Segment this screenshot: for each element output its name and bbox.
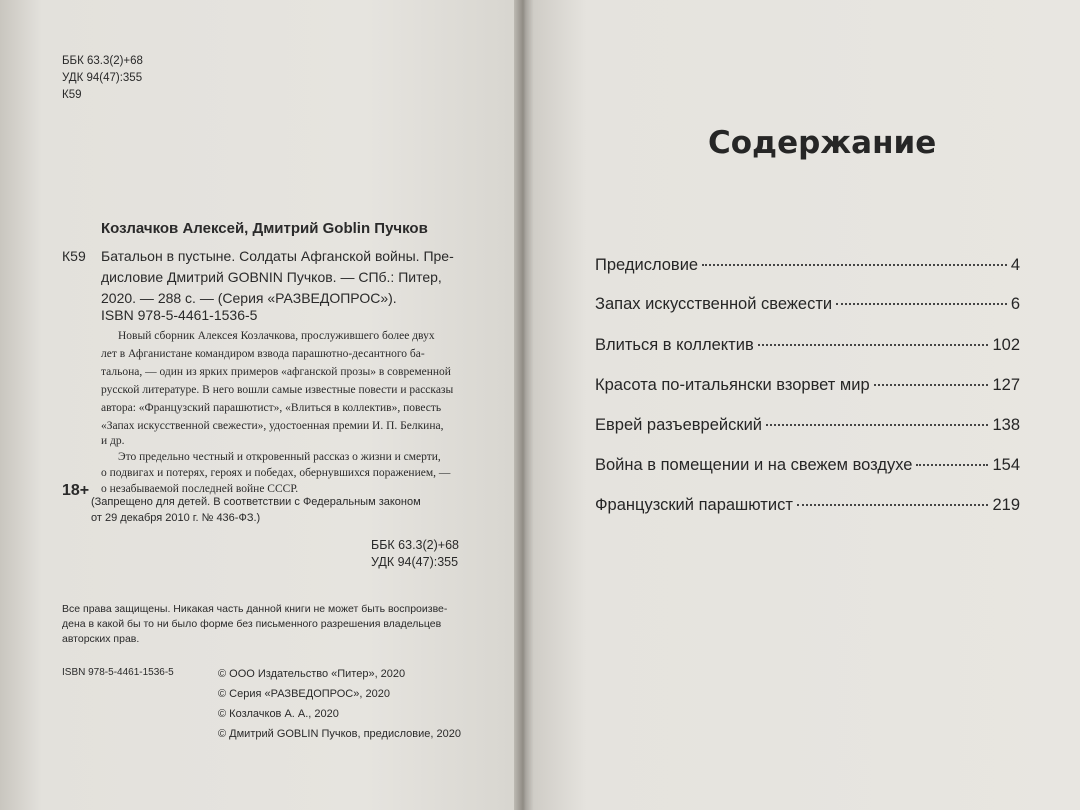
- toc-entry: [595, 456, 1020, 480]
- isbn-small: ISBN 978-5-4461-1536-5: [62, 667, 174, 678]
- bbk-code: ББК 63.3(2)+68: [62, 55, 143, 67]
- right-page: [532, 0, 1080, 810]
- rights-notice: авторских прав.: [62, 633, 140, 645]
- bib-line: Батальон в пустыне. Солдаты Афганской войны. Пре-: [101, 248, 454, 264]
- toc-entry: [595, 416, 1020, 440]
- toc-entry: [595, 336, 1020, 360]
- toc-entry-label: Красота по-итальянски взорвет мир: [595, 376, 870, 394]
- rights-notice: Все права защищены. Никакая часть данной книги не может быть воспроизве-: [62, 603, 448, 615]
- udk-code: УДК 94(47):355: [62, 72, 143, 84]
- toc-leader-dots: [702, 264, 1007, 266]
- copyright-line: © Серия «РАЗВЕДОПРОС», 2020: [218, 688, 390, 700]
- toc-entry-page: 102: [992, 336, 1020, 354]
- toc-entry: [595, 295, 1020, 319]
- toc-entry-label: Французский парашютист: [595, 496, 793, 514]
- toc-leader-dots: [797, 504, 989, 506]
- copyright-line: © Дмитрий GOBLIN Пучков, предисловие, 2020: [218, 728, 461, 740]
- annotation-line: русской литературе. В него вошли самые известные повести и рассказы: [101, 384, 454, 396]
- author-mark-bib: К59: [62, 248, 86, 264]
- isbn: ISBN 978-5-4461-1536-5: [101, 307, 258, 323]
- rights-notice: дена в какой бы то ни было форме без письменного разрешения владельцев: [62, 618, 442, 630]
- toc-entry-label: Влиться в коллектив: [595, 336, 754, 354]
- toc-entry: [595, 496, 1020, 520]
- toc-entry-page: 4: [1010, 256, 1020, 274]
- bib-line: дисловие Дмитрий GOBNIN Пучков. — СПб.: Питер,: [101, 269, 442, 285]
- age-rating-note: (Запрещено для детей. В соответствии с Федеральным законом: [91, 496, 421, 508]
- annotation-line: тальона, — один из ярких примеров «афганской прозы» в современной: [101, 366, 451, 378]
- copyright-line: © Козлачков А. А., 2020: [218, 708, 339, 720]
- age-rating-note: от 29 декабря 2010 г. № 436-ФЗ.): [91, 512, 261, 524]
- annotation-line: «Запах искусственной свежести», удостоенная премии И. П. Белкина,: [101, 420, 444, 432]
- toc-entry-label: Война в помещении и на свежем воздухе: [595, 456, 913, 474]
- toc-entry-page: 154: [992, 456, 1020, 474]
- annotation-line: о незабываемой последней войне СССР.: [101, 483, 299, 495]
- bib-line: 2020. — 288 с. — (Серия «РАЗВЕДОПРОС»).: [101, 290, 397, 306]
- toc-leader-dots: [874, 384, 989, 386]
- annotation-line: и др.: [101, 435, 125, 447]
- toc-entry: [595, 256, 1020, 280]
- book-gutter: [514, 0, 534, 810]
- toc-entry-label: Предисловие: [595, 256, 699, 274]
- copyright-line: © ООО Издательство «Питер», 2020: [218, 668, 406, 680]
- annotation-line: Это предельно честный и откровенный рассказ о жизни и смерти,: [118, 451, 441, 463]
- toc-leader-dots: [766, 424, 988, 426]
- author-mark: К59: [62, 89, 82, 101]
- toc-leader-dots: [916, 464, 988, 466]
- toc-entry-page: 138: [992, 416, 1020, 434]
- annotation-line: о подвигах и потерях, героях и победах, обернувшихся поражением, —: [101, 467, 451, 479]
- toc-leader-dots: [836, 303, 1007, 305]
- toc-entry-label: Запах искусственной свежести: [595, 295, 833, 313]
- show-through-text: [100, 150, 108, 184]
- toc-leader-dots: [758, 344, 989, 346]
- toc-entry-page: 6: [1010, 295, 1020, 313]
- toc-entry-label: Еврей разъеврейский: [595, 416, 763, 434]
- toc-entry: [595, 376, 1020, 400]
- bbk-code-repeat: ББК 63.3(2)+68: [371, 538, 459, 552]
- toc-title: Содержание: [708, 125, 937, 161]
- age-rating-badge: 18+: [62, 482, 90, 499]
- annotation-line: автора: «Французский парашютист», «Влиться в коллектив», повесть: [101, 402, 442, 414]
- annotation-line: лет в Афганистане командиром взвода парашютно-десантного ба-: [101, 348, 425, 360]
- toc-entry-page: 219: [992, 496, 1020, 514]
- annotation-line: Новый сборник Алексея Козлачкова, прослужившего более двух: [118, 330, 435, 342]
- udk-code-repeat: УДК 94(47):355: [371, 555, 459, 569]
- toc-entry-page: 127: [992, 376, 1020, 394]
- authors-heading: Козлачков Алексей, Дмитрий Goblin Пучков: [101, 220, 428, 237]
